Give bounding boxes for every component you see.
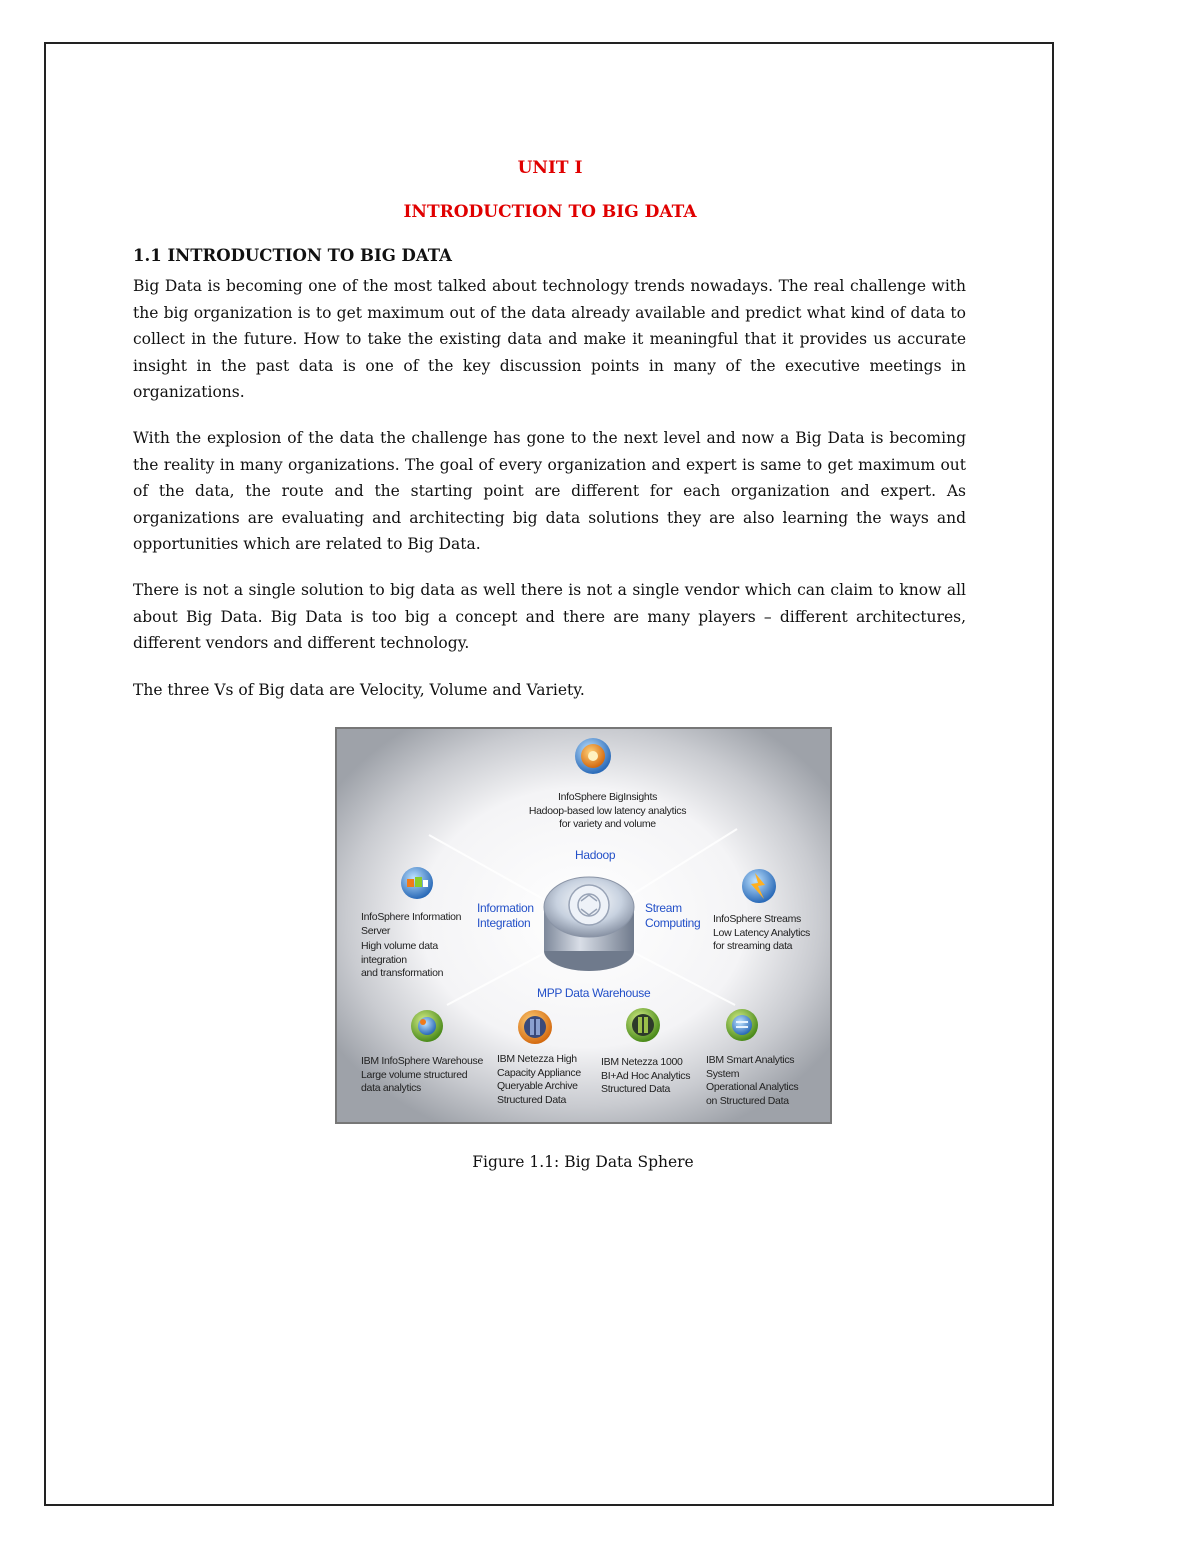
label-hadoop: Hadoop [575, 848, 616, 862]
information-server-icon [401, 867, 433, 899]
smart-analytics-icon [726, 1009, 758, 1041]
label-information-integration: Information Integration [477, 901, 534, 930]
label-netezza-high-capacity: IBM Netezza High Capacity Appliance Queryable Archive Structured Data [497, 1053, 581, 1106]
big-data-sphere-figure [335, 727, 832, 1124]
netezza-high-capacity-icon [518, 1010, 552, 1044]
netezza-1000-icon [626, 1008, 660, 1042]
unit-heading: UNIT I [517, 158, 583, 178]
section-title: 1.1 INTRODUCTION TO BIG DATA [133, 246, 452, 265]
biginsights-icon [575, 738, 611, 774]
label-mpp-data-warehouse: MPP Data Warehouse [537, 986, 651, 1000]
label-biginsights: InfoSphere BigInsights Hadoop-based low latency analytics for variety and volume [528, 791, 687, 830]
label-infosphere-warehouse: IBM InfoSphere Warehouse Large volume structured data analytics [361, 1055, 483, 1094]
figure-caption: Figure 1.1: Big Data Sphere [472, 1153, 694, 1171]
chapter-title: INTRODUCTION TO BIG DATA [403, 202, 697, 222]
label-streams: InfoSphere Streams Low Latency Analytics for streaming data [713, 913, 811, 952]
paragraph-3: There is not a single solution to big data as well there is not a single vendor which can claim to know all about Big Data. Big Data is too big a concept and there are many players – different architectures, different vendors and different technology. [133, 581, 966, 653]
label-information-server: InfoSphere Information Server High volume data integration and transformation [361, 911, 462, 979]
label-netezza-1000: IBM Netezza 1000 BI+Ad Hoc Analytics Structured Data [601, 1056, 691, 1095]
streams-icon [742, 869, 776, 903]
label-smart-analytics: IBM Smart Analytics System Operational Analytics on Structured Data [706, 1054, 799, 1107]
label-stream-computing: Stream Computing [645, 901, 701, 930]
paragraph-1: Big Data is becoming one of the most talked about technology trends nowadays. The real challenge with the big organization is to get maximum out of the data already available and predict what kind of data to collect in the future. How to take the existing data and make it meaningful that it provides us accurate insight in the past data is one of the key discussion points in many of the executive meetings in organizations. [133, 277, 966, 402]
paragraph-4: The three Vs of Big data are Velocity, Volume and Variety. [133, 681, 585, 699]
hub-cylinder-icon [544, 877, 634, 971]
paragraph-2: With the explosion of the data the challenge has gone to the next level and now a Big Data is becoming the reality in many organizations. The goal of every organization and expert is same to get maximum out of the data, the route and the starting point are different for each organization and expert. As organizations are evaluating and architecting big data solutions they are also learning the ways and opportunities which are related to Big Data. [133, 429, 966, 554]
infosphere-warehouse-icon [411, 1010, 443, 1042]
